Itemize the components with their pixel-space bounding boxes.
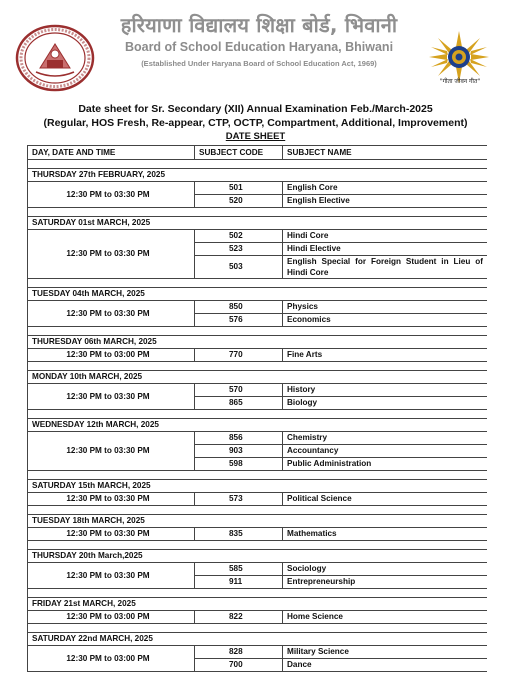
subject-name: Chemistry: [283, 432, 488, 445]
spacer-cell: [28, 541, 488, 550]
exam-time: 12:30 PM to 03:30 PM: [28, 493, 195, 506]
subject-name: Entrepreneurship: [283, 576, 488, 589]
exam-date-row: [28, 336, 488, 349]
exam-date: SATURDAY 01st MARCH, 2025: [28, 217, 488, 230]
spacer-row: [28, 471, 488, 480]
subject-name: Dance: [283, 659, 488, 672]
exam-time: 12:30 PM to 03:30 PM: [28, 301, 195, 327]
datesheet-heading: DATE SHEET: [225, 131, 286, 142]
board-seal-logo: [14, 24, 96, 92]
exam-time: 12:30 PM to 03:30 PM: [28, 182, 195, 208]
subject-row: [28, 301, 488, 314]
subject-code: 576: [195, 314, 283, 327]
subject-name: Economics: [283, 314, 488, 327]
board-name-hindi: हरियाणा विद्यालय शिक्षा बोर्ड, भिवानी: [120, 13, 398, 37]
exam-date: THURSDAY 27th FEBRUARY, 2025: [28, 169, 488, 182]
exam-date-row: [28, 550, 488, 563]
spacer-row: [28, 208, 488, 217]
subject-row: [28, 563, 488, 576]
subject-code: 501: [195, 182, 283, 195]
exam-date-row: [28, 371, 488, 384]
subject-name: Hindi Elective: [283, 243, 488, 256]
subject-name: English Special for Foreign Student in Lieu of Hindi Core: [283, 256, 488, 279]
subject-code: 822: [195, 611, 283, 624]
exam-date: FRIDAY 21st MARCH, 2025: [28, 598, 488, 611]
subject-code: 585: [195, 563, 283, 576]
subject-row: [28, 349, 488, 362]
exam-date-row: [28, 633, 488, 646]
spacer-row: [28, 327, 488, 336]
subject-name: Political Science: [283, 493, 488, 506]
subject-name: Home Science: [283, 611, 488, 624]
subject-code: 856: [195, 432, 283, 445]
letterhead: [0, 0, 511, 95]
subject-row: [28, 611, 488, 624]
subject-code: 503: [195, 256, 283, 279]
exam-time: 12:30 PM to 03:00 PM: [28, 349, 195, 362]
spacer-cell: [28, 279, 488, 288]
subject-code: 903: [195, 445, 283, 458]
subject-code: 523: [195, 243, 283, 256]
datesheet-table-container: [27, 145, 487, 695]
exam-date-row: [28, 480, 488, 493]
exam-date: THURSDAY 20th March,2025: [28, 550, 488, 563]
subject-code: 598: [195, 458, 283, 471]
subject-name: English Elective: [283, 195, 488, 208]
subject-name: Accountancy: [283, 445, 488, 458]
spacer-row: [28, 541, 488, 550]
exam-time: 12:30 PM to 03:00 PM: [28, 646, 195, 672]
spacer-row: [28, 506, 488, 515]
exam-date: MONDAY 10th MARCH, 2025: [28, 371, 488, 384]
spacer-row: [28, 410, 488, 419]
subject-code: 828: [195, 646, 283, 659]
board-established-note: (Established Under Haryana Board of School Education Act, 1969): [141, 59, 377, 68]
spacer-cell: [28, 208, 488, 217]
spacer-row: [28, 362, 488, 371]
subject-name: Mathematics: [283, 528, 488, 541]
exam-time: 12:30 PM to 03:00 PM: [28, 611, 195, 624]
subject-name: Hindi Core: [283, 230, 488, 243]
board-name-english: Board of School Education Haryana, Bhiwani: [124, 40, 394, 54]
exam-date-row: [28, 598, 488, 611]
subject-name: Public Administration: [283, 458, 488, 471]
table-header-row: [28, 146, 488, 160]
exam-time: 12:30 PM to 03:30 PM: [28, 528, 195, 541]
subject-row: [28, 646, 488, 659]
spacer-cell: [28, 160, 488, 169]
spacer-row: [28, 279, 488, 288]
subject-name: Physics: [283, 301, 488, 314]
subject-name: Military Science: [283, 646, 488, 659]
subject-row: [28, 493, 488, 506]
subject-code: 700: [195, 659, 283, 672]
subject-name: History: [283, 384, 488, 397]
subject-code: 911: [195, 576, 283, 589]
subject-name: Biology: [283, 397, 488, 410]
subject-name: Fine Arts: [283, 349, 488, 362]
exam-date-row: [28, 515, 488, 528]
exam-date: THURESDAY 06th MARCH, 2025: [28, 336, 488, 349]
subject-code: 865: [195, 397, 283, 410]
spacer-cell: [28, 362, 488, 371]
subject-row: [28, 384, 488, 397]
spacer-cell: [28, 410, 488, 419]
datesheet-table-body: [28, 146, 488, 672]
exam-time: 12:30 PM to 03:30 PM: [28, 563, 195, 589]
exam-date: SATURDAY 15th MARCH, 2025: [28, 480, 488, 493]
datesheet-title: Date sheet for Sr. Secondary (XII) Annual Examination Feb./March-2025: [78, 103, 433, 115]
subject-name: English Core: [283, 182, 488, 195]
spacer-cell: [28, 624, 488, 633]
subject-row: [28, 528, 488, 541]
spacer-row: [28, 160, 488, 169]
subject-code: 520: [195, 195, 283, 208]
header-subject-code: SUBJECT CODE: [195, 146, 283, 160]
subject-code: 502: [195, 230, 283, 243]
spacer-cell: [28, 506, 488, 515]
subject-row: [28, 432, 488, 445]
exam-date: TUESDAY 18th MARCH, 2025: [28, 515, 488, 528]
spacer-cell: [28, 589, 488, 598]
subject-row: [28, 182, 488, 195]
spacer-cell: [28, 327, 488, 336]
exam-date-row: [28, 169, 488, 182]
subject-code: 570: [195, 384, 283, 397]
exam-date-row: [28, 288, 488, 301]
spacer-cell: [28, 471, 488, 480]
subject-code: 835: [195, 528, 283, 541]
header-day-date-time: DAY, DATE AND TIME: [28, 146, 195, 160]
subject-row: [28, 230, 488, 243]
exam-date-row: [28, 217, 488, 230]
spacer-row: [28, 624, 488, 633]
exam-time: 12:30 PM to 03:30 PM: [28, 432, 195, 471]
exam-date: SATURDAY 22nd MARCH, 2025: [28, 633, 488, 646]
datesheet-subtitle: (Regular, HOS Fresh, Re-appear, CTP, OCTP, Compartment, Additional, Improvement): [43, 117, 468, 129]
exam-time: 12:30 PM to 03:30 PM: [28, 384, 195, 410]
exam-date-row: [28, 419, 488, 432]
exam-date: WEDNESDAY 12th MARCH, 2025: [28, 419, 488, 432]
subject-code: 770: [195, 349, 283, 362]
exam-time: 12:30 PM to 03:30 PM: [28, 230, 195, 279]
datesheet-table: [27, 145, 487, 672]
subject-code: 850: [195, 301, 283, 314]
spacer-row: [28, 589, 488, 598]
header-subject-name: SUBJECT NAME: [283, 146, 488, 160]
exam-date: TUESDAY 04th MARCH, 2025: [28, 288, 488, 301]
subject-name: Sociology: [283, 563, 488, 576]
board-motto: "गीता जीवन गीत": [439, 78, 481, 85]
subject-code: 573: [195, 493, 283, 506]
